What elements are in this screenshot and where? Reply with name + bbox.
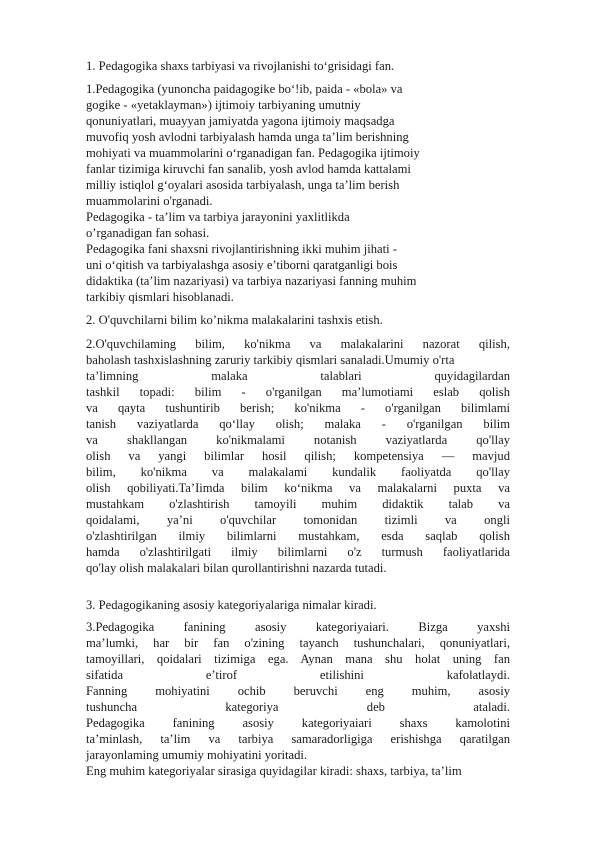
section-2-line: 2.O'quvchilaming bilim, ko'nikma va malakalarini nazorat qilish, — [86, 337, 510, 351]
section-2-line: olish va yangi bilimlar hosil qilish; kompetensiya — mavjud — [86, 449, 510, 463]
section-2-line: tanish vaziyatlarda qo‘llay olish; malaka - o'rganilgan bilim — [86, 417, 510, 431]
section-3-line: jarayonlaming umumiy mohiyatini yoritadi. — [86, 748, 308, 762]
section-2-line: qo'lay olish malakalari bilan qurollantirishni nazarda tutadi. — [86, 561, 387, 575]
section-1-line: uni o‘qitish va tarbiyalashga asosiy e’tiborni qaratganligi bois — [86, 258, 398, 272]
section-3-heading: 3. Pedagogikaning asosiy kategoriyalariga nimalar kiradi. — [86, 598, 377, 612]
section-3-line: ma’lumki, har bir fan o'zining tayanch tushunchalari, qonuniyatlari, — [86, 636, 510, 650]
section-1-line: muammolarini o'rganadi. — [86, 194, 213, 208]
section-1-line: Pedagogika - ta’lim va tarbiya jarayonini yaxlitlikda — [86, 210, 350, 224]
section-3-line: Fanning mohiyatini ochib beruvchi eng muhim, asosiy — [86, 684, 510, 698]
section-2-line: tashkil topadi: bilim - o'rganilgan ma’lumotiami eslab qolish — [86, 385, 510, 399]
section-2-line: mustahkam o'zlashtirish tamoyili muhim didaktik talab va — [86, 497, 510, 511]
section-1-line: 1.Pedagogika (yunoncha paidagogike bo‘!ib, paida - «bola» va — [86, 82, 403, 96]
section-2-line: o'zlashtirilgan ilmiy bilimlarni mustahkam, esda saqlab qolish — [86, 529, 510, 543]
section-3-line: tamoyillari, qoidalari tizimiga ega. Aynan mana shu holat uning fan — [86, 652, 510, 666]
section-3-line: Pedagogika fanining asosiy kategoriyaiari shaxs kamolotini — [86, 716, 510, 730]
section-1-line: mohiyati va muammolarini o‘rganadigan fan. Pedagogika ijtimoiy — [86, 146, 420, 160]
section-3-line: Eng muhim kategoriyalar sirasiga quyidagilar kiradi: shaxs, tarbiya, ta’lim — [86, 764, 462, 778]
section-2-line: va shakllangan ko'nikmalami notanish vaziyatlarda qo'llay — [86, 433, 510, 447]
section-2-line: va qayta tushuntirib berish; ko'nikma - o'rganilgan bilimlami — [86, 401, 510, 415]
section-2-line: qoidalami, ya’ni o'quvchilar tomonidan tizimli va ongli — [86, 513, 510, 527]
section-2-line: olish qobiliyati.Ta’Iimda bilim ko‘nikma va malakalarni puxta va — [86, 481, 510, 495]
section-3-line: 3.Pedagogika fanining asosiy kategoriyaiari. Bizga yaxshi — [86, 620, 510, 634]
section-1-line: gogike - «yetaklayman») ijtimoiy tarbiyaning umutniy — [86, 98, 361, 112]
section-2-heading: 2. O'quvchilarni bilim ko’nikma malakalarini tashxis etish. — [86, 313, 383, 327]
section-1-line: muvofiq yosh avlodni tarbiyalash hamda unga ta’lim berishning — [86, 130, 409, 144]
section-1-line: qonuniyatlari, muayyan jamiyatda yagona ijtimoiy maqsadga — [86, 114, 395, 128]
section-2-line: hamda o'zlashtirilgati ilmiy bilimlarni o'z turmush faoliyatlarida — [86, 545, 510, 559]
section-3-line: ta’minlash, ta’lim va tarbiya samaradorligiga erishishga qaratilgan — [86, 732, 510, 746]
section-1-line: Pedagogika fani shaxsni rivojlantirishning ikki muhim jihati - — [86, 242, 397, 256]
section-2-line: baholash tashxislashning zaruriy tarkibiy qismlari sanaladi.Umumiy o'rta — [86, 353, 455, 367]
section-2-line: ta’limning malaka talablari quyidagilardan — [86, 369, 510, 383]
section-1-line: fanlar tizimiga kiruvchi fan sanalib, yosh avlod hamda kattalami — [86, 162, 411, 176]
section-3-line: sifatida e’tirof etilishini kafolatlaydi. — [86, 668, 510, 682]
section-1-line: o’rganadigan fan sohasi. — [86, 226, 210, 240]
section-2-line: bilim, ko'nikma va malakalami kundalik faoliyatda qo'llay — [86, 465, 510, 479]
section-3-line: tushuncha kategoriya deb ataladi. — [86, 700, 510, 714]
section-1-line: milliy istiqlol g‘oyalari asosida tarbiyalash, unga ta’lim berish — [86, 178, 400, 192]
section-1-line: tarkibiy qismlari hisoblanadi. — [86, 290, 234, 304]
section-1-line: didaktika (ta’lim nazariyasi) va tarbiya nazariyasi fanning muhim — [86, 274, 417, 288]
section-1-heading: 1. Pedagogika shaxs tarbiyasi va rivojlanishi to‘grisidagi fan. — [86, 59, 395, 73]
